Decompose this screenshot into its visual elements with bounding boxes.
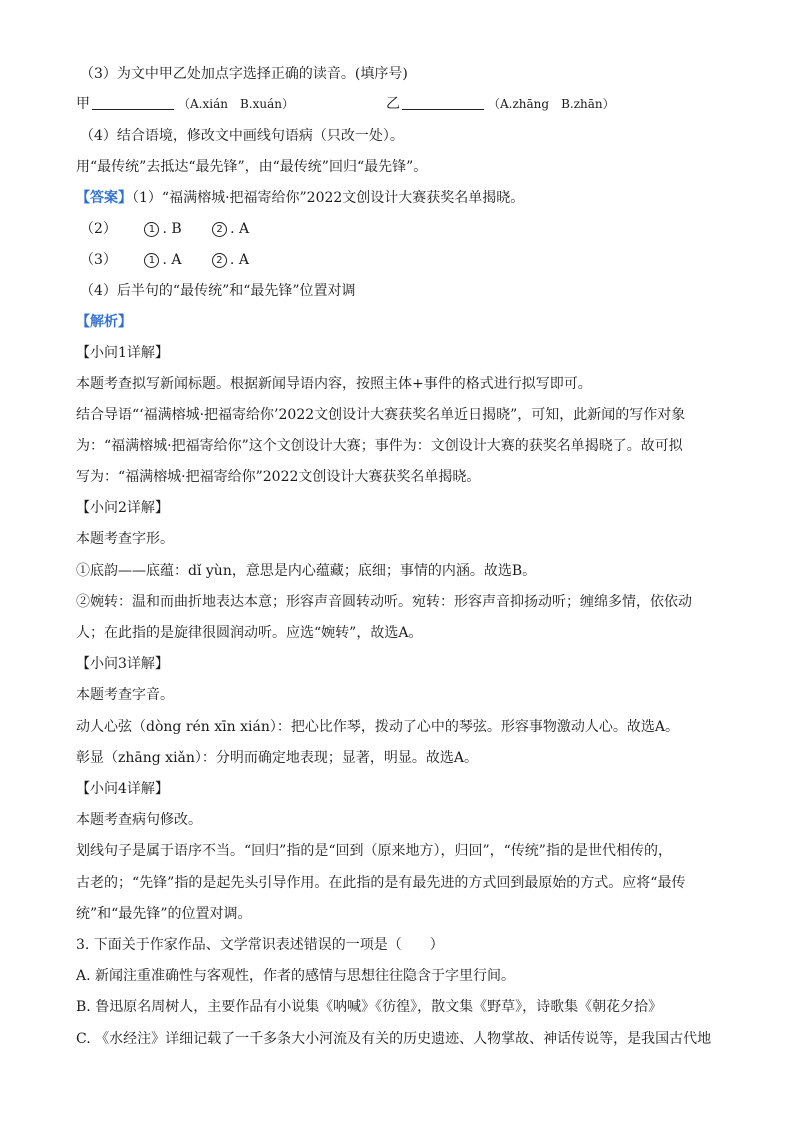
sub3-line: 彰显（zhāng xiǎn）：分明而确定地表现；显著，明显。故选A。 xyxy=(76,750,479,766)
circled-number-icon: 1 xyxy=(144,222,159,237)
question-4-prompt: （4）结合语境，修改文中画线句语病（只改一处）。 xyxy=(80,128,404,144)
answer-2-label: （2） xyxy=(80,221,117,237)
circled-number-icon: 1 xyxy=(144,253,159,268)
sub2-line: ②婉转：温和而曲折地表达本意；形容声音圆转动听。宛转：形容声音抑扬动听；缠绵多情，依依动 xyxy=(76,594,692,610)
yi-group xyxy=(386,94,615,114)
answer-3-label: （3） xyxy=(80,252,117,268)
sub2-line: 人；在此指的是旋律很圆润动听。应选“婉转”，故选A。 xyxy=(76,625,423,641)
sub1-line: 为：“福满榕城·把福寄给你”这个文创设计大赛；事件为：文创设计大赛的获奖名单揭晓了。故可拟 xyxy=(76,438,683,454)
choice-option-b: B. 鲁迅原名周树人，主要作品有小说集《呐喊》《彷徨》，散文集《野草》，诗歌集《朝花夕拾》 xyxy=(76,999,663,1015)
yi-options: （A.zhāng B.zhān） xyxy=(488,97,615,111)
answer-2-item: 2 . A xyxy=(212,219,249,239)
question-3-blanks xyxy=(76,94,718,114)
answer-2-line xyxy=(80,219,718,239)
jia-label: 甲 xyxy=(76,96,90,112)
sub4-line: 本题考查病句修改。 xyxy=(76,812,202,828)
answer-2-item: 1 . B xyxy=(144,219,181,239)
answer-1: （1）“福满榕城·把福寄给你”2022文创设计大赛获奖名单揭晓。 xyxy=(132,190,525,206)
jia-options: （A.xián B.xuán） xyxy=(178,97,294,111)
sub1-line: 结合导语“‘福满榕城·把福寄给你’2022文创设计大赛获奖名单近日揭晓”，可知，此新闻的写作对象 xyxy=(76,407,686,423)
answer-3-item: 2 . A xyxy=(212,250,249,270)
sub2-line: 本题考查字形。 xyxy=(76,531,174,547)
sub4-line: 古老的；“先锋”指的是起先头引导作用。在此指的是有最先进的方式回到最原始的方式。应将“最传 xyxy=(76,875,686,891)
answer-3-line xyxy=(80,250,718,270)
answer-1-line xyxy=(76,188,718,208)
choice-option-a: A. 新闻注重准确性与客观性，作者的感情与思想往往隐含于字里行间。 xyxy=(76,968,516,984)
question-3-stem: 3. 下面关于作家作品、文学常识表述错误的一项是（ ） xyxy=(76,937,444,953)
question-3-prompt: （3）为文中甲乙处加点字选择正确的读音。(填序号) xyxy=(80,66,408,82)
sub1-line: 写为：“福满榕城·把福寄给你”2022文创设计大赛获奖名单揭晓。 xyxy=(76,469,481,485)
jia-blank[interactable] xyxy=(92,95,174,110)
sub1-line: 本题考查拟写新闻标题。根据新闻导语内容，按照主体+事件的格式进行拟写即可。 xyxy=(76,376,592,392)
answer-tag: 【答案】 xyxy=(76,190,132,206)
sub2-heading: 【小问2详解】 xyxy=(76,500,169,516)
sub3-line: 动人心弦（dòng rén xīn xián）：把心比作琴，拨动了心中的琴弦。形容事物激动人心。故选A。 xyxy=(76,719,679,735)
question-4-sentence: 用“最传统”去抵达“最先锋”，由“最传统”回归“最先锋”。 xyxy=(76,159,428,175)
answer-4: （4）后半句的“最传统”和“最先锋”位置对调 xyxy=(80,283,356,299)
answer-3-item: 1 . A xyxy=(144,250,181,270)
yi-blank[interactable] xyxy=(402,95,484,110)
sub4-line: 统”和“最先锋”的位置对调。 xyxy=(76,906,252,922)
sub3-line: 本题考查字音。 xyxy=(76,687,174,703)
sub2-line: ①底韵——底蕴：dǐ yùn，意思是内心蕴藏；底细；事情的内涵。故选B。 xyxy=(76,563,537,579)
choice-option-c: C. 《水经注》详细记载了一千多条大小河流及有关的历史遗迹、人物掌故、神话传说等，是我国古代地 xyxy=(76,1031,712,1047)
analysis-tag: 【解析】 xyxy=(76,314,132,330)
circled-number-icon: 2 xyxy=(212,222,227,237)
circled-number-icon: 2 xyxy=(212,253,227,268)
sub4-heading: 【小问4详解】 xyxy=(76,781,169,797)
sub4-line: 划线句子是属于语序不当。“回归”指的是“回到（原来地方），归回”，“传统”指的是世代相传的， xyxy=(76,843,672,859)
sub1-heading: 【小问1详解】 xyxy=(76,345,169,361)
sub3-heading: 【小问3详解】 xyxy=(76,656,169,672)
yi-label: 乙 xyxy=(386,96,400,112)
